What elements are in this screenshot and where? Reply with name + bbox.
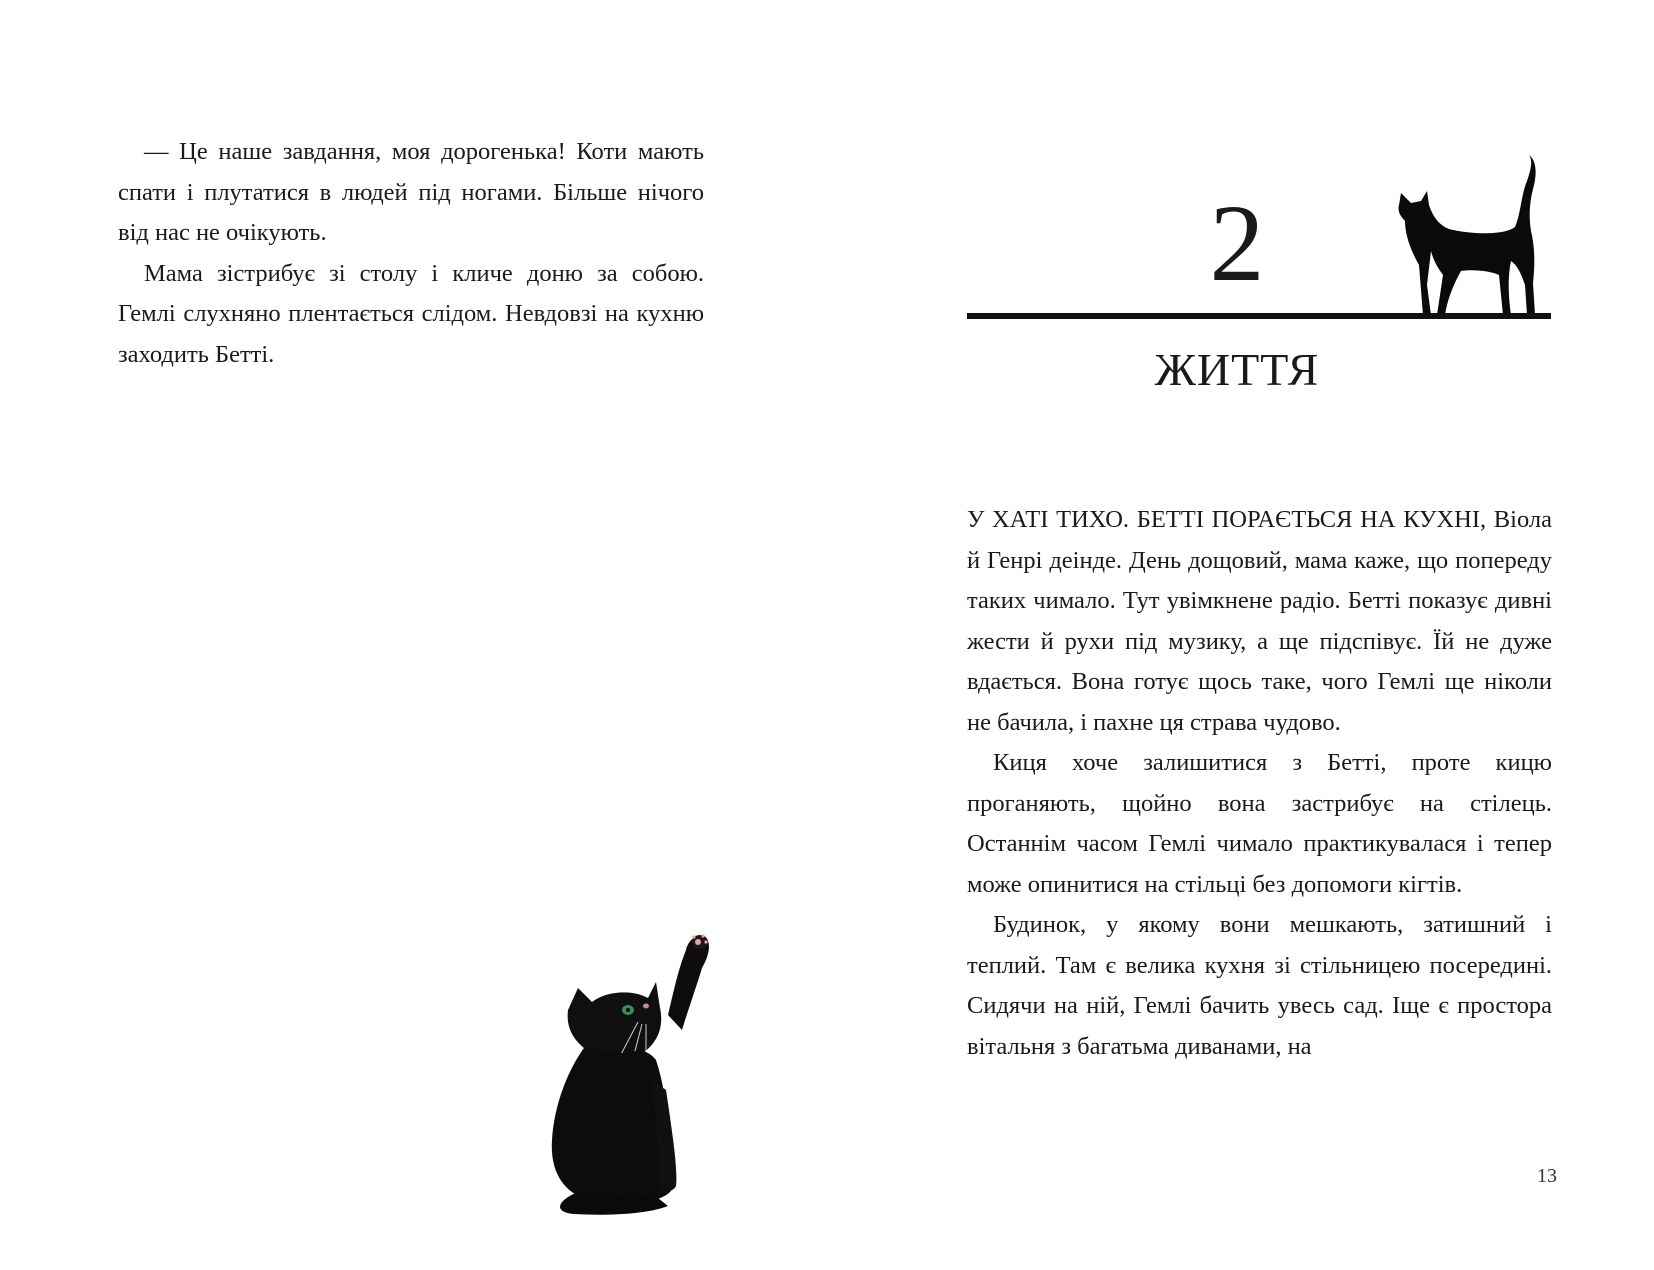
cat-silhouette-icon xyxy=(1387,155,1557,320)
chapter-number: 2 xyxy=(1209,182,1265,304)
right-page xyxy=(827,0,1654,1270)
chapter-rule xyxy=(967,313,1551,319)
left-page-text xyxy=(118,132,704,375)
chapter-title: ЖИТТЯ xyxy=(1154,344,1320,395)
paragraph: Будинок, у якому вони мешкають, затишний і теплий. Там є велика кухня зі стільницею посередині. Сидячи на ній, Гемлі бачить увесь сад. Іще є простора вітальня з багатьма диванами, на xyxy=(967,911,1552,1060)
kitten-reaching-icon xyxy=(548,930,728,1215)
paragraph: Киця хоче залишитися з Бетті, проте кицю проганяють, щойно вона застрибує на стілець. Останнім часом Гемлі чимало практикувалася і тепер може опинитися на стільці без допомоги кігтів. xyxy=(967,749,1552,898)
paragraph: У ХАТІ ТИХО. БЕТТІ ПОРАЄТЬСЯ НА КУХНІ, Віола й Генрі деінде. День дощовий, мама каже, що попереду таких чимало. Тут увімкнене радіо. Бетті показує дивні жести й рухи під музику, а ще підспівує. Їй не дуже вдається. Вона готує щось таке, чого Гемлі ще ніколи не бачила, і пахне ця страва чудово. xyxy=(967,506,1552,736)
page-number: 13 xyxy=(1537,1165,1557,1187)
paragraph: Мама зістрибує зі столу і кличе доню за собою. Гемлі слухняно плентається слідом. Невдовзі на кухню заходить Бетті. xyxy=(118,259,704,368)
right-page-text xyxy=(967,500,1552,1067)
paragraph: — Це наше завдання, моя дорогенька! Коти мають спати і плутатися в людей під ногами. Більше нічого від нас не очікують. xyxy=(118,138,704,246)
